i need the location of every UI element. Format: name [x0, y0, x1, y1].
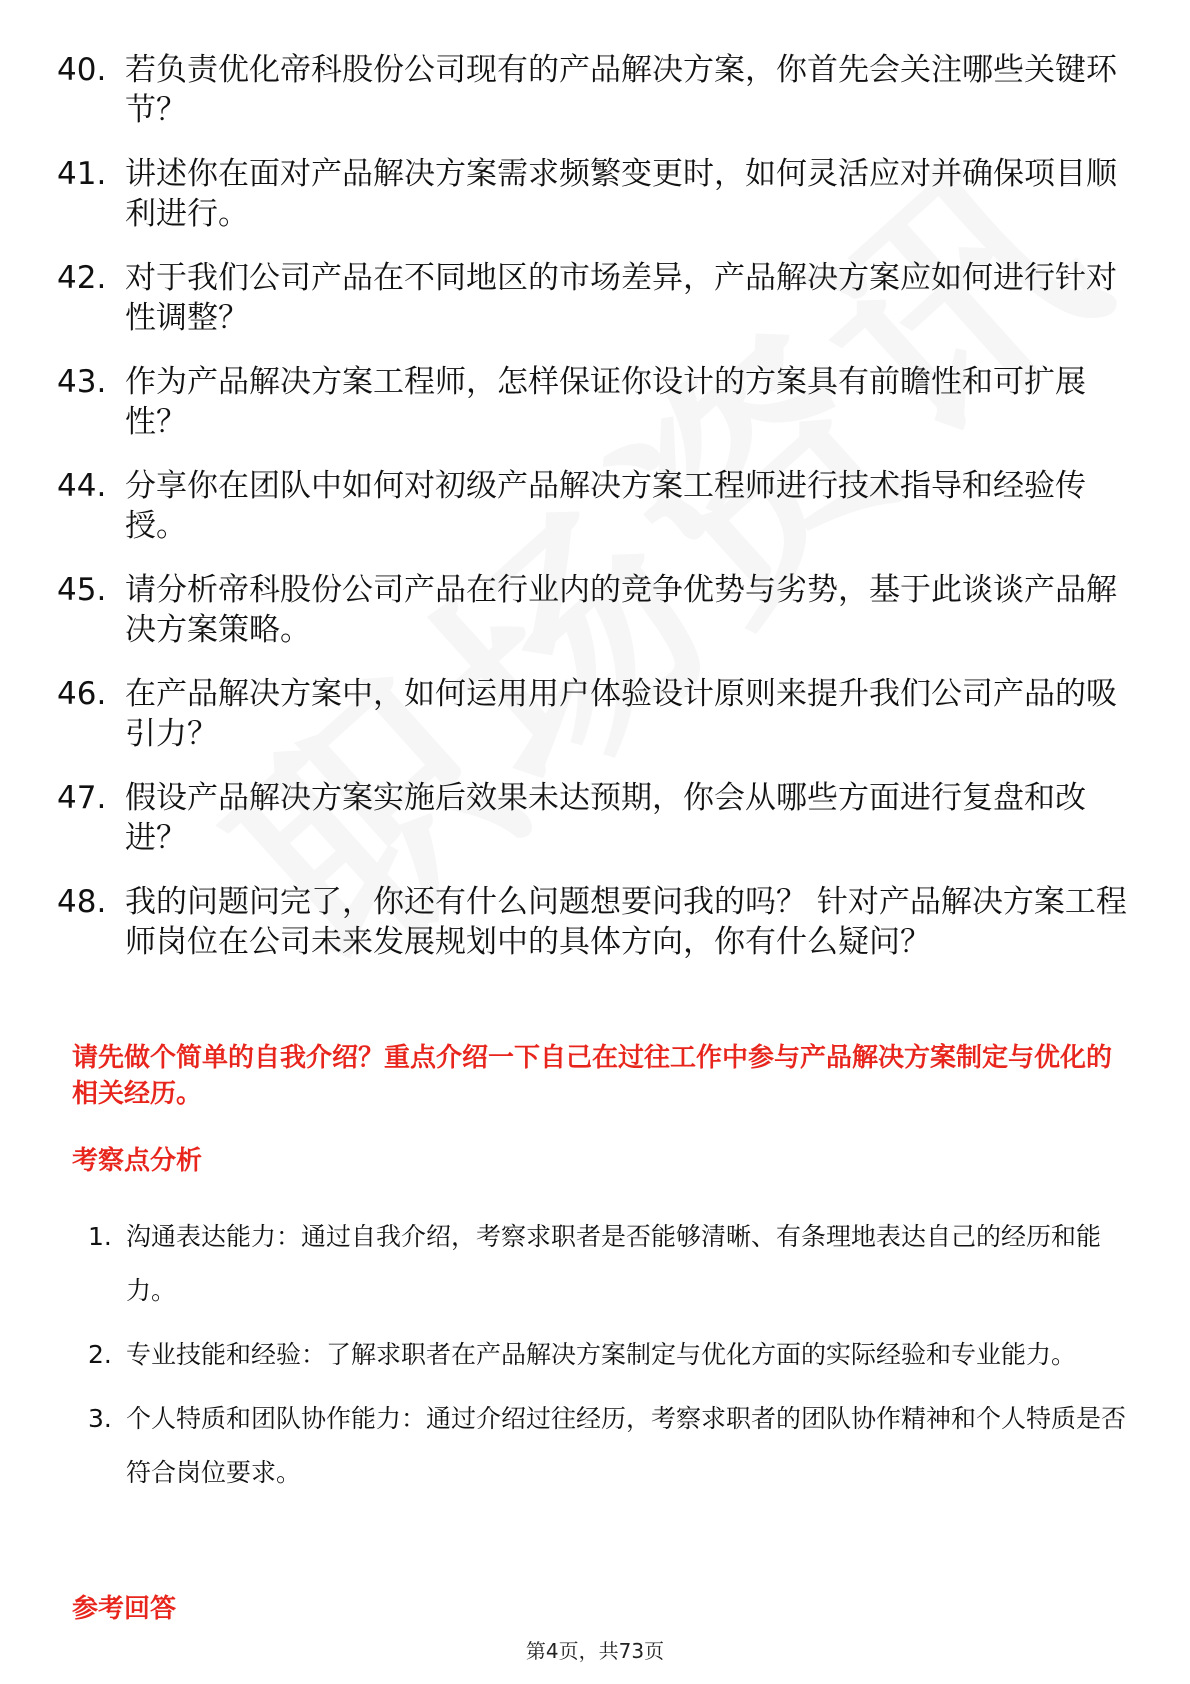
question-text: 请分析帝科股份公司产品在行业内的竞争优势与劣势，基于此谈谈产品解决方案策略。 [125, 572, 1117, 648]
analysis-number: 3. [88, 1404, 112, 1433]
analysis-text: 沟通表达能力：通过自我介绍，考察求职者是否能够清晰、有条理地表达自己的经历和能力。 [126, 1222, 1102, 1305]
question-text: 讲述你在面对产品解决方案需求频繁变更时，如何灵活应对并确保项目顺利进行。 [125, 156, 1117, 232]
question-text: 作为产品解决方案工程师，怎样保证你设计的方案具有前瞻性和可扩展性？ [125, 364, 1086, 440]
question-number: 47. [57, 780, 107, 816]
question-number: 41. [57, 156, 107, 192]
question-number: 44. [57, 468, 107, 504]
question-text: 分享你在团队中如何对初级产品解决方案工程师进行技术指导和经验传授。 [125, 468, 1086, 544]
analysis-number: 2. [88, 1340, 112, 1369]
question-item [57, 778, 1137, 858]
analysis-number: 1. [88, 1222, 112, 1251]
question-number: 40. [57, 52, 107, 88]
analysis-item [88, 1392, 1140, 1500]
question-text: 若负责优化帝科股份公司现有的产品解决方案，你首先会关注哪些关键环节？ [125, 52, 1117, 128]
intro-question-heading: 请先做个简单的自我介绍？重点介绍一下自己在过往工作中参与产品解决方案制定与优化的相关经历。 [72, 1043, 1113, 1109]
question-number: 46. [57, 676, 107, 712]
page-footer: 第4页，共73页 [525, 1639, 665, 1663]
analysis-text: 个人特质和团队协作能力：通过介绍过往经历，考察求职者的团队协作精神和个人特质是否符合岗位要求。 [126, 1404, 1127, 1487]
question-item [57, 466, 1137, 546]
question-item [57, 882, 1137, 962]
question-text: 我的问题问完了，你还有什么问题想要问我的吗？ 针对产品解决方案工程师岗位在公司未来发展规划中的具体方向，你有什么疑问？ [125, 884, 1127, 960]
analysis-section-title: 考察点分析 [72, 1146, 203, 1176]
analysis-list [88, 1210, 1140, 1510]
question-item [57, 362, 1137, 442]
question-number: 48. [57, 884, 107, 920]
analysis-item [88, 1210, 1140, 1318]
question-number: 42. [57, 260, 107, 296]
question-text: 假设产品解决方案实施后效果未达预期，你会从哪些方面进行复盘和改进？ [125, 780, 1086, 856]
question-item [57, 50, 1137, 130]
question-item [57, 154, 1137, 234]
analysis-text: 专业技能和经验：了解求职者在产品解决方案制定与优化方面的实际经验和专业能力。 [126, 1340, 1077, 1369]
question-number: 45. [57, 572, 107, 608]
question-list [57, 50, 1137, 986]
analysis-item [88, 1328, 1140, 1382]
question-item [57, 258, 1137, 338]
question-text: 对于我们公司产品在不同地区的市场差异，产品解决方案应如何进行针对性调整？ [125, 260, 1117, 336]
question-text: 在产品解决方案中，如何运用用户体验设计原则来提升我们公司产品的吸引力？ [125, 676, 1117, 752]
question-item [57, 674, 1137, 754]
question-number: 43. [57, 364, 107, 400]
question-item [57, 570, 1137, 650]
reference-answer-title: 参考回答 [72, 1594, 177, 1624]
